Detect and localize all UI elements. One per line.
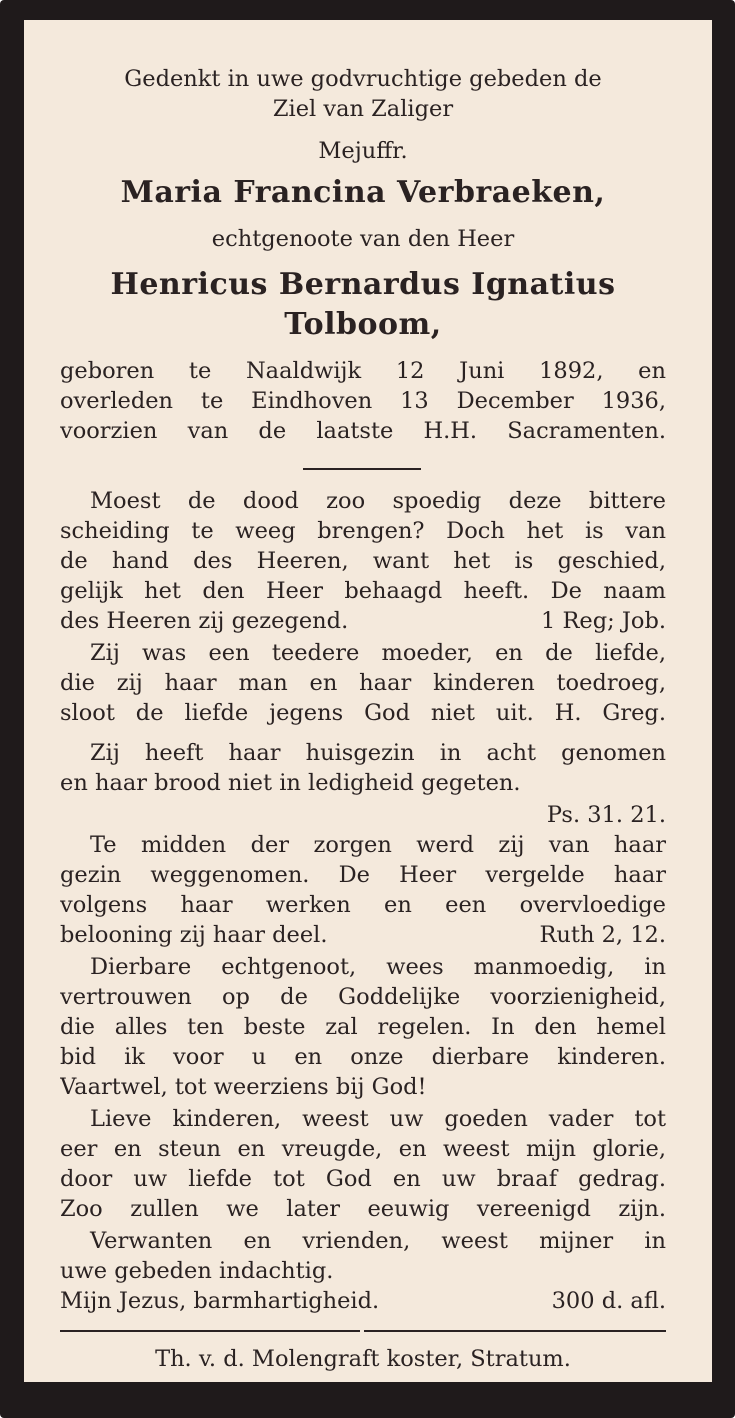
text-line: die alles ten beste zal regelen. In den hemel — [60, 1014, 666, 1040]
text-line: Dierbare echtgenoot, wees manmoedig, in — [90, 954, 666, 980]
text-fragment: belooning zij haar deel. — [60, 922, 328, 948]
indulgence: 300 d. afl. — [551, 1288, 666, 1314]
scripture-reference: 1 Reg; Job. — [541, 608, 666, 634]
text-line: Zij was een teedere moeder, en de liefde, — [90, 640, 666, 666]
sacraments-line: voorzien van de laatste H.H. Sacramenten. — [60, 418, 666, 444]
divider-short — [303, 468, 421, 470]
intro-line-1: Gedenkt in uwe godvruchtige gebeden de — [124, 66, 602, 92]
text-line: gezin weggenomen. De Heer vergelde haar — [60, 862, 666, 888]
text-line: eer en steun en vreugde, en weest mijn glorie, — [60, 1136, 666, 1162]
death-line: overleden te Eindhoven 13 December 1936, — [60, 388, 666, 414]
text-fragment: des Heeren zij gezegend. — [60, 608, 349, 634]
text-line: gelijk het den Heer behaagd heeft. De naam — [60, 578, 666, 604]
ejaculatory-prayer: Mijn Jezus, barmhartigheid. — [60, 1288, 380, 1314]
text-line: Vaartwel, tot weerziens bij God! — [60, 1074, 427, 1100]
text-line: en haar brood niet in ledigheid gegeten. — [60, 770, 521, 796]
text-line: Te midden der zorgen werd zij van haar — [90, 832, 666, 858]
text-line: Zoo zullen we later eeuwig vereenigd zijn. — [60, 1196, 666, 1222]
honorific: Mejuffr. — [318, 138, 408, 164]
text-line: Verwanten en vrienden, weest mijner in — [90, 1228, 666, 1254]
birth-line: geboren te Naaldwijk 12 Juni 1892, en — [60, 358, 666, 384]
relation-line: echtgenoote van den Heer — [211, 226, 515, 252]
text-line: de hand des Heeren, want het is geschied, — [60, 548, 666, 574]
text-line: Zij heeft haar huisgezin in acht genomen — [90, 740, 666, 766]
spouse-name-line-2: Tolboom, — [284, 307, 442, 342]
divider-left — [60, 1330, 360, 1332]
text-line: scheiding te weeg brengen? Doch het is van — [60, 518, 666, 544]
scripture-reference: Ps. 31. 21. — [546, 802, 666, 828]
deceased-name: Maria Francina Verbraeken, — [120, 175, 606, 210]
spouse-name-line-1: Henricus Bernardus Ignatius — [110, 267, 616, 302]
text-line-with-ref — [60, 606, 666, 636]
text-line: bid ik voor u en onze dierbare kinderen. — [60, 1044, 666, 1070]
text-line: door uw liefde tot God en uw braaf gedrag. — [60, 1166, 666, 1192]
card-paper — [24, 20, 712, 1382]
text-line: volgens haar werken en een overvloedige — [60, 892, 666, 918]
text-line: vertrouwen op de Goddelijke voorzienigheid, — [60, 984, 666, 1010]
prayer-line — [60, 1286, 666, 1316]
text-line: uwe gebeden indachtig. — [60, 1258, 334, 1284]
divider-right — [364, 1330, 666, 1332]
text-line: sloot de liefde jegens God niet uit. H. Greg. — [60, 700, 666, 726]
intro-line-2: Ziel van Zaliger — [272, 96, 454, 122]
text-line: Lieve kinderen, weest uw goeden vader tot — [90, 1106, 666, 1132]
text-line: die zij haar man en haar kinderen toedroeg, — [60, 670, 666, 696]
text-line-with-ref — [60, 920, 666, 950]
printer-credit: Th. v. d. Molengraft koster, Stratum. — [155, 1346, 571, 1372]
scripture-reference: Ruth 2, 12. — [539, 922, 666, 948]
text-line: Moest de dood zoo spoedig deze bittere — [90, 488, 666, 514]
